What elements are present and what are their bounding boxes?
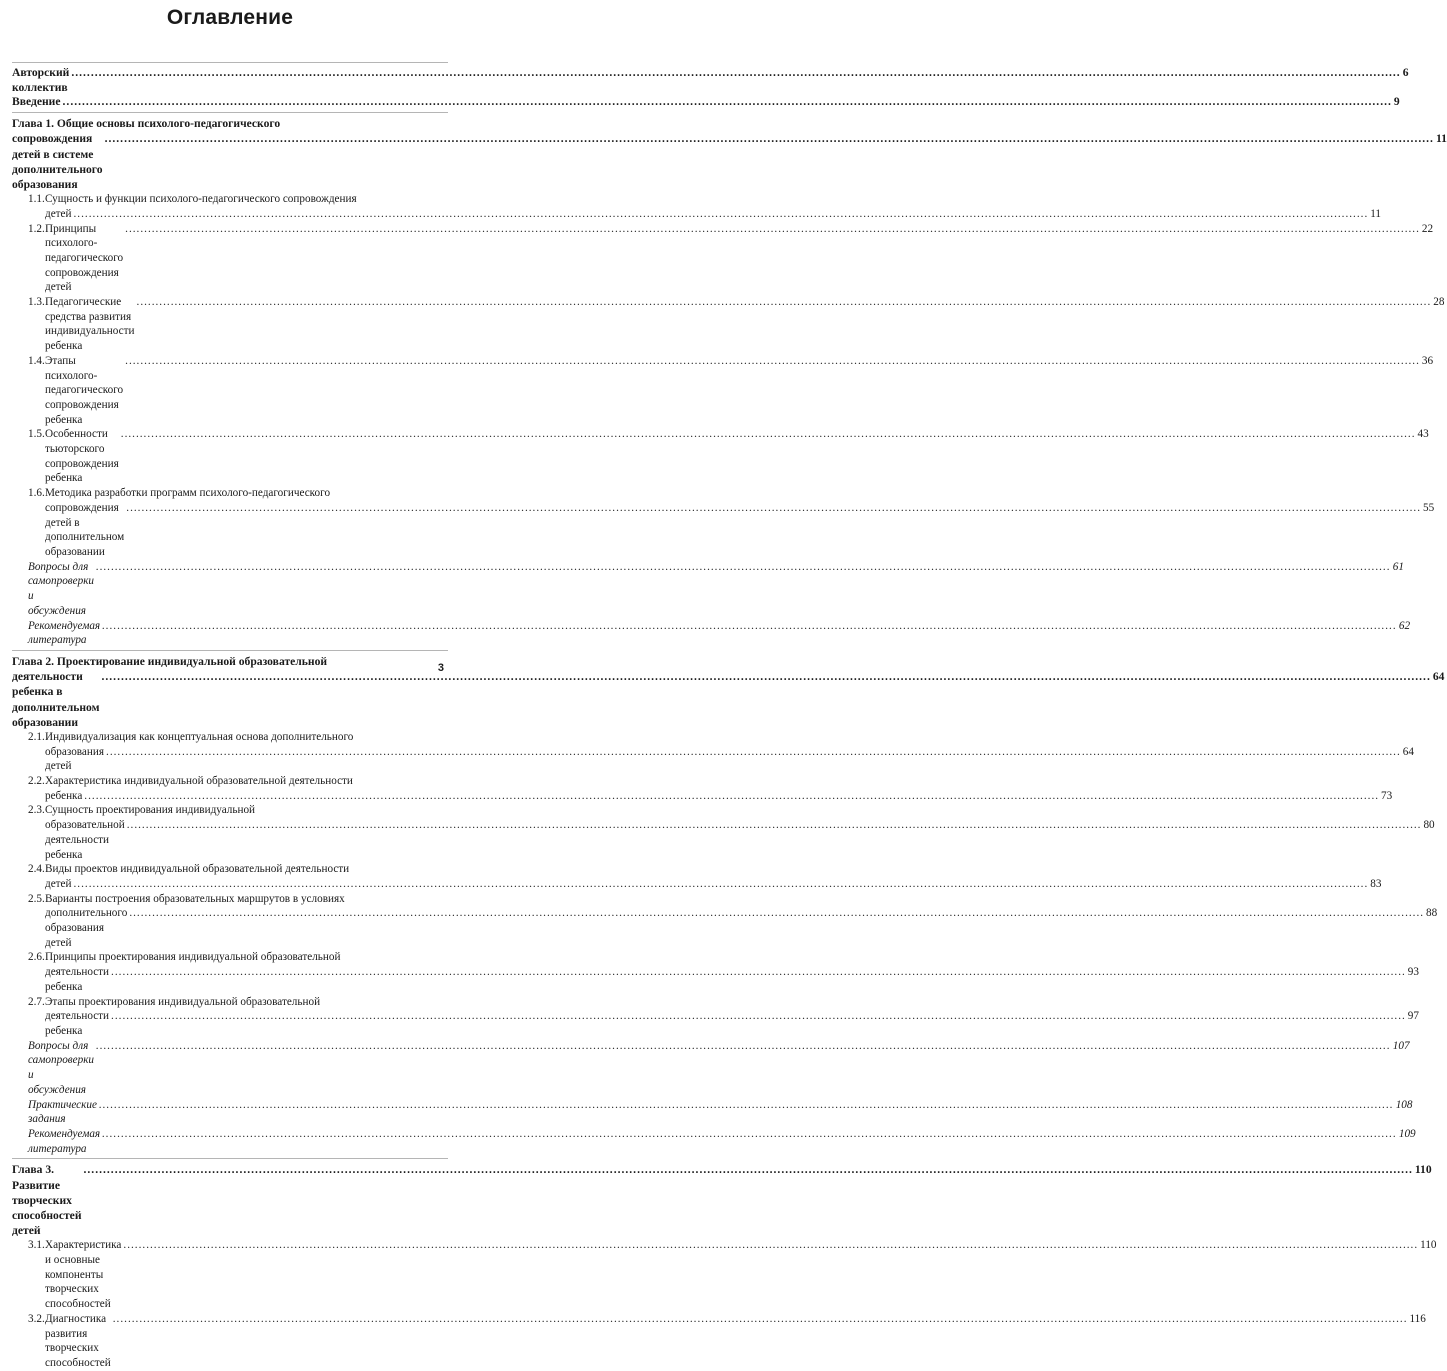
extra-page: 107 (1392, 1039, 1410, 1052)
section-title-line: Этапы проектирования индивидуальной образовательной (45, 995, 321, 1008)
section-number: 1.2. (28, 222, 45, 235)
section-label: Принципы психолого-педагогического сопровождения детей (45, 222, 124, 294)
section-title-line: Характеристика индивидуальной образовательной деятельности (45, 775, 353, 788)
section-entry[interactable] (12, 354, 1434, 428)
dot-leader (84, 789, 1379, 804)
section-number: 2.1. (28, 730, 45, 743)
section-number: 3.1. (28, 1239, 45, 1252)
extra-label: Рекомендуемая литература (28, 619, 101, 647)
section-page: 11 (1370, 207, 1382, 220)
dot-leader (96, 1039, 1391, 1054)
dot-leader (102, 619, 1397, 634)
dot-leader (121, 427, 1416, 442)
extra-entry[interactable] (12, 1039, 1410, 1098)
section-page: 22 (1421, 222, 1434, 235)
section-entry[interactable] (12, 222, 1434, 296)
section-label: деятельности ребенка (45, 966, 110, 993)
chapter-label: деятельности ребенка в дополнительном образовании (12, 670, 100, 729)
extra-entry[interactable] (12, 1127, 1416, 1156)
section-page: 88 (1426, 907, 1438, 920)
extra-page: 109 (1398, 1127, 1416, 1140)
dot-leader (111, 1009, 1406, 1024)
chapter-title-line: Глава 2. Проектирование индивидуальной образовательной (12, 654, 328, 668)
chapter-entry[interactable] (12, 654, 1445, 730)
section-label: ребенка (45, 789, 83, 802)
section-page: 97 (1407, 1010, 1419, 1023)
section-number: 2.6. (28, 951, 45, 964)
separator-line (12, 1158, 448, 1159)
section-label: Педагогические средства развития индивидуальности ребенка (45, 296, 135, 353)
section-entry[interactable] (12, 803, 1435, 862)
dot-leader (105, 131, 1434, 146)
dot-leader (126, 501, 1421, 516)
dot-leader (125, 354, 1420, 369)
toc-entry-label: Введение (12, 95, 61, 109)
dot-leader (101, 669, 1430, 684)
section-title-line: Принципы проектирования индивидуальной образовательной (45, 951, 341, 964)
dot-leader (71, 66, 1400, 81)
section-title-line: Варианты построения образовательных маршрутов в условиях (45, 892, 345, 905)
section-title-line: Виды проектов индивидуальной образовательной деятельности (45, 863, 350, 876)
chapter-page: 64 (1432, 670, 1445, 684)
section-number: 2.7. (28, 995, 45, 1008)
chapter-label: Глава 3. Развитие творческих способностей детей (12, 1163, 82, 1238)
section-page: 73 (1381, 789, 1393, 802)
section-title-line: Методика разработки программ психолого-педагогического (45, 487, 331, 500)
section-entry[interactable] (12, 995, 1419, 1039)
extra-page: 62 (1398, 619, 1411, 632)
dot-leader (74, 877, 1369, 892)
section-label: детей (45, 877, 72, 890)
section-page: 116 (1409, 1312, 1426, 1325)
dot-leader (96, 560, 1391, 575)
extra-label: Рекомендуемая литература (28, 1127, 101, 1155)
section-title-line: Сущность и функции психолого-педагогического сопровождения (45, 193, 357, 206)
section-number: 1.3. (28, 296, 45, 309)
section-page: 55 (1423, 501, 1435, 514)
toc-entry-page: 9 (1393, 95, 1400, 109)
chapter-label: сопровождения детей в системе дополнительного образования (12, 132, 103, 191)
section-label: образования детей (45, 745, 105, 773)
dot-leader (127, 818, 1422, 833)
dot-leader (63, 95, 1392, 110)
section-label: деятельности ребенка (45, 1010, 110, 1037)
section-entry[interactable] (12, 486, 1435, 560)
section-page: 83 (1370, 877, 1382, 890)
section-label: Диагностика развития творческих способностей (45, 1312, 111, 1369)
section-number: 2.2. (28, 775, 45, 788)
section-page: 36 (1421, 354, 1434, 367)
extra-entry[interactable] (12, 619, 1411, 648)
page-number: 3 (437, 662, 444, 674)
section-number: 2.4. (28, 863, 45, 876)
section-label: Особенности тьюторского сопровождения ребенка (45, 428, 119, 485)
section-entry[interactable] (12, 295, 1445, 354)
section-entry[interactable] (12, 730, 1414, 774)
section-entry[interactable] (12, 892, 1438, 951)
extra-page: 61 (1392, 560, 1404, 573)
chapter-page: 110 (1414, 1163, 1432, 1177)
section-title-line: Индивидуализация как концептуальная основа дополнительного (45, 730, 354, 743)
separator-line (12, 62, 448, 63)
section-label: образовательной деятельности ребенка (45, 819, 125, 861)
chapter-page: 11 (1435, 132, 1447, 146)
extra-entry[interactable] (12, 560, 1404, 619)
toc-entry-label: Авторский коллектив (12, 66, 70, 94)
section-title-line: Сущность проектирования индивидуальной (45, 804, 256, 817)
section-entry[interactable] (12, 1312, 1426, 1371)
dot-leader (113, 1312, 1408, 1327)
section-label: детей (45, 207, 72, 220)
extra-label: Вопросы для самопроверки и обсуждения (28, 1039, 95, 1096)
dot-leader (102, 1127, 1397, 1142)
dot-leader (111, 965, 1406, 980)
extra-label: Практические задания (28, 1098, 97, 1126)
dot-leader (137, 295, 1432, 310)
section-page: 80 (1423, 819, 1435, 832)
extra-label: Вопросы для самопроверки и обсуждения (28, 560, 95, 617)
toc-entry[interactable] (12, 66, 1409, 95)
section-entry[interactable] (12, 774, 1393, 803)
section-number: 1.1. (28, 193, 45, 206)
table-of-contents (12, 60, 1447, 1371)
section-entry[interactable] (12, 1238, 1437, 1312)
section-page: 110 (1420, 1239, 1437, 1252)
section-number: 2.3. (28, 804, 45, 817)
section-label: дополнительного образования детей (45, 907, 128, 949)
section-number: 1.6. (28, 487, 45, 500)
dot-leader (74, 207, 1369, 222)
dot-leader (106, 745, 1401, 760)
section-number: 3.2. (28, 1312, 45, 1325)
extra-entry[interactable] (12, 1098, 1413, 1127)
section-number: 1.4. (28, 354, 45, 367)
dot-leader (125, 222, 1420, 237)
page-title: Оглавление (166, 6, 294, 29)
section-label: Этапы психолого-педагогического сопровождения ребенка (45, 354, 124, 426)
section-page: 64 (1402, 745, 1414, 758)
section-label: сопровождения детей в дополнительном образовании (45, 501, 125, 558)
toc-entry-page: 6 (1402, 66, 1409, 79)
section-label: Характеристика и основные компоненты творческих способностей (45, 1239, 122, 1311)
separator-line (12, 650, 448, 651)
chapter-entry[interactable] (12, 116, 1447, 192)
dot-leader (99, 1098, 1394, 1113)
dot-leader (129, 906, 1424, 921)
chapter-title-line: Глава 1. Общие основы психолого-педагогического (12, 117, 281, 131)
toc-entry[interactable] (12, 95, 1400, 110)
extra-page: 108 (1395, 1098, 1413, 1111)
section-page: 93 (1407, 966, 1419, 979)
section-entry[interactable] (12, 192, 1382, 221)
section-entry[interactable] (12, 950, 1419, 994)
chapter-entry[interactable] (12, 1162, 1432, 1238)
section-number: 1.5. (28, 428, 45, 441)
dot-leader (84, 1162, 1413, 1177)
section-page: 43 (1417, 428, 1429, 441)
section-number: 2.5. (28, 892, 45, 905)
section-entry[interactable] (12, 862, 1382, 891)
separator-line (12, 112, 448, 113)
section-page: 28 (1433, 296, 1445, 309)
section-entry[interactable] (12, 427, 1429, 486)
dot-leader (123, 1238, 1418, 1253)
